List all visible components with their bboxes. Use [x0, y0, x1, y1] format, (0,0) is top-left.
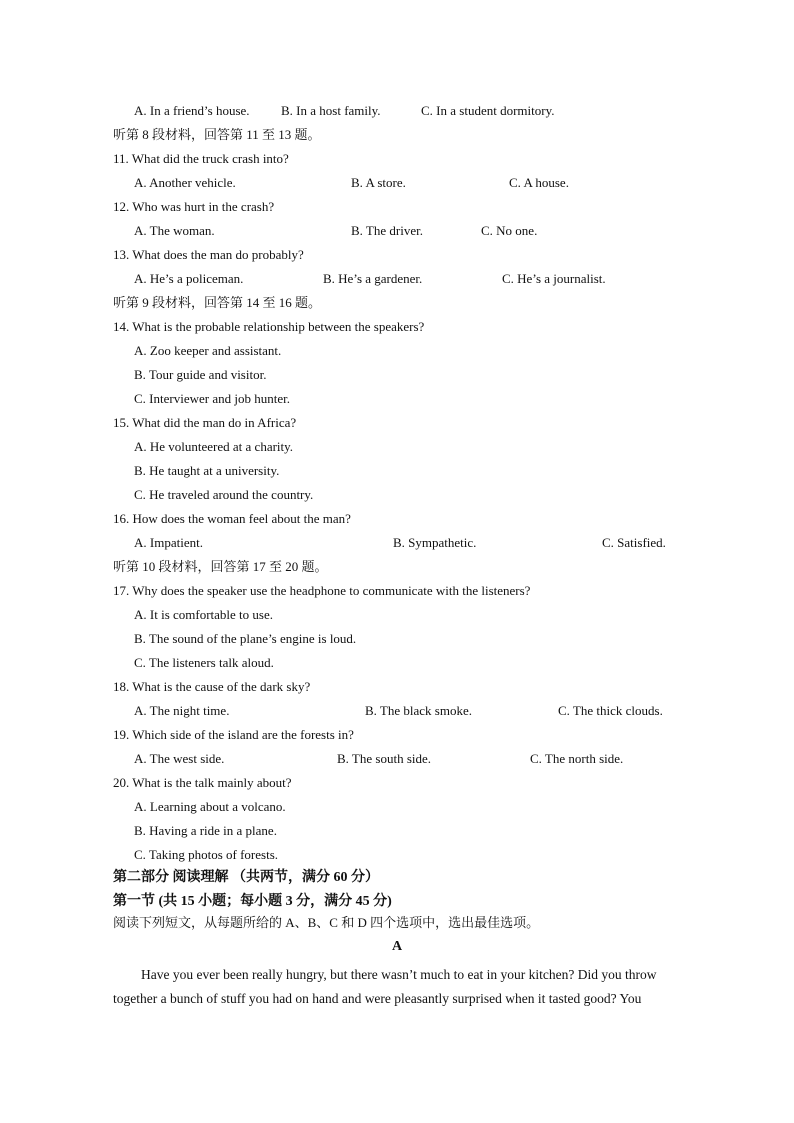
- question-text: 11. What did the truck crash into?: [113, 151, 289, 166]
- question-text: 15. What did the man do in Africa?: [113, 415, 297, 430]
- question-text: 19. Which side of the island are the forests in?: [113, 727, 354, 742]
- option-b: B. The black smoke.: [365, 703, 472, 718]
- question-text: 18. What is the cause of the dark sky?: [113, 679, 311, 694]
- option-c: C. The north side.: [530, 751, 624, 766]
- question-text: 12. Who was hurt in the crash?: [113, 199, 275, 214]
- option-b: B. He taught at a university.: [134, 463, 280, 478]
- question-text: 17. Why does the speaker use the headphone to communicate with the listeners?: [113, 583, 531, 598]
- option-a: A. He volunteered at a charity.: [134, 439, 294, 454]
- option-c: C. Taking photos of forests.: [134, 847, 279, 862]
- option-a: A. It is comfortable to use.: [134, 607, 273, 622]
- question-text: 20. What is the talk mainly about?: [113, 775, 292, 790]
- option-c: C. In a student dormitory.: [421, 103, 555, 118]
- question-text: 16. How does the woman feel about the man?: [113, 511, 351, 526]
- section-instruction: 听第 8 段材料，回答第 11 至 13 题。: [113, 127, 321, 142]
- option-b: B. The sound of the plane’s engine is loud.: [134, 631, 357, 646]
- option-b: B. Tour guide and visitor.: [134, 367, 267, 382]
- option-b: B. He’s a gardener.: [323, 271, 423, 286]
- option-c: C. No one.: [481, 223, 538, 238]
- option-a: A. Another vehicle.: [134, 175, 236, 190]
- option-b: B. Sympathetic.: [393, 535, 477, 550]
- reading-instruction: 阅读下列短文，从每题所给的 A、B、C 和 D 四个选项中，选出最佳选项。: [113, 915, 540, 930]
- section-instruction: 听第 9 段材料，回答第 14 至 16 题。: [113, 295, 322, 310]
- option-a: A. The night time.: [134, 703, 230, 718]
- option-c: C. The thick clouds.: [558, 703, 663, 718]
- section-title: 第一节 (共 15 小题；每小题 3 分，满分 45 分): [113, 894, 392, 909]
- option-a: A. Learning about a volcano.: [134, 799, 286, 814]
- passage-label: A: [391, 939, 403, 954]
- passage-line: together a bunch of stuff you had on hand and were pleasantly surprised when it tasted good? You: [113, 991, 642, 1006]
- option-c: C. Satisfied.: [602, 535, 666, 550]
- section-instruction: 听第 10 段材料，回答第 17 至 20 题。: [113, 559, 328, 574]
- question-text: 14. What is the probable relationship between the speakers?: [113, 319, 425, 334]
- option-c: C. Interviewer and job hunter.: [134, 391, 290, 406]
- option-b: B. The south side.: [337, 751, 432, 766]
- option-b: B. Having a ride in a plane.: [134, 823, 277, 838]
- option-b: B. In a host family.: [281, 103, 381, 118]
- option-c: C. He’s a journalist.: [502, 271, 606, 286]
- option-c: C. A house.: [509, 175, 569, 190]
- option-a: A. The west side.: [134, 751, 225, 766]
- option-a: A. He’s a policeman.: [134, 271, 244, 286]
- option-a: A. Impatient.: [134, 535, 203, 550]
- option-a: A. In a friend’s house.: [134, 103, 250, 118]
- passage-line: Have you ever been really hungry, but there wasn’t much to eat in your kitchen? Did you throw: [141, 967, 657, 982]
- option-b: B. A store.: [351, 175, 406, 190]
- part-title: 第二部分 阅读理解 （共两节，满分 60 分）: [113, 870, 379, 885]
- option-b: B. The driver.: [351, 223, 423, 238]
- option-a: A. The woman.: [134, 223, 215, 238]
- option-a: A. Zoo keeper and assistant.: [134, 343, 282, 358]
- option-c: C. He traveled around the country.: [134, 487, 314, 502]
- option-c: C. The listeners talk aloud.: [134, 655, 274, 670]
- question-text: 13. What does the man do probably?: [113, 247, 304, 262]
